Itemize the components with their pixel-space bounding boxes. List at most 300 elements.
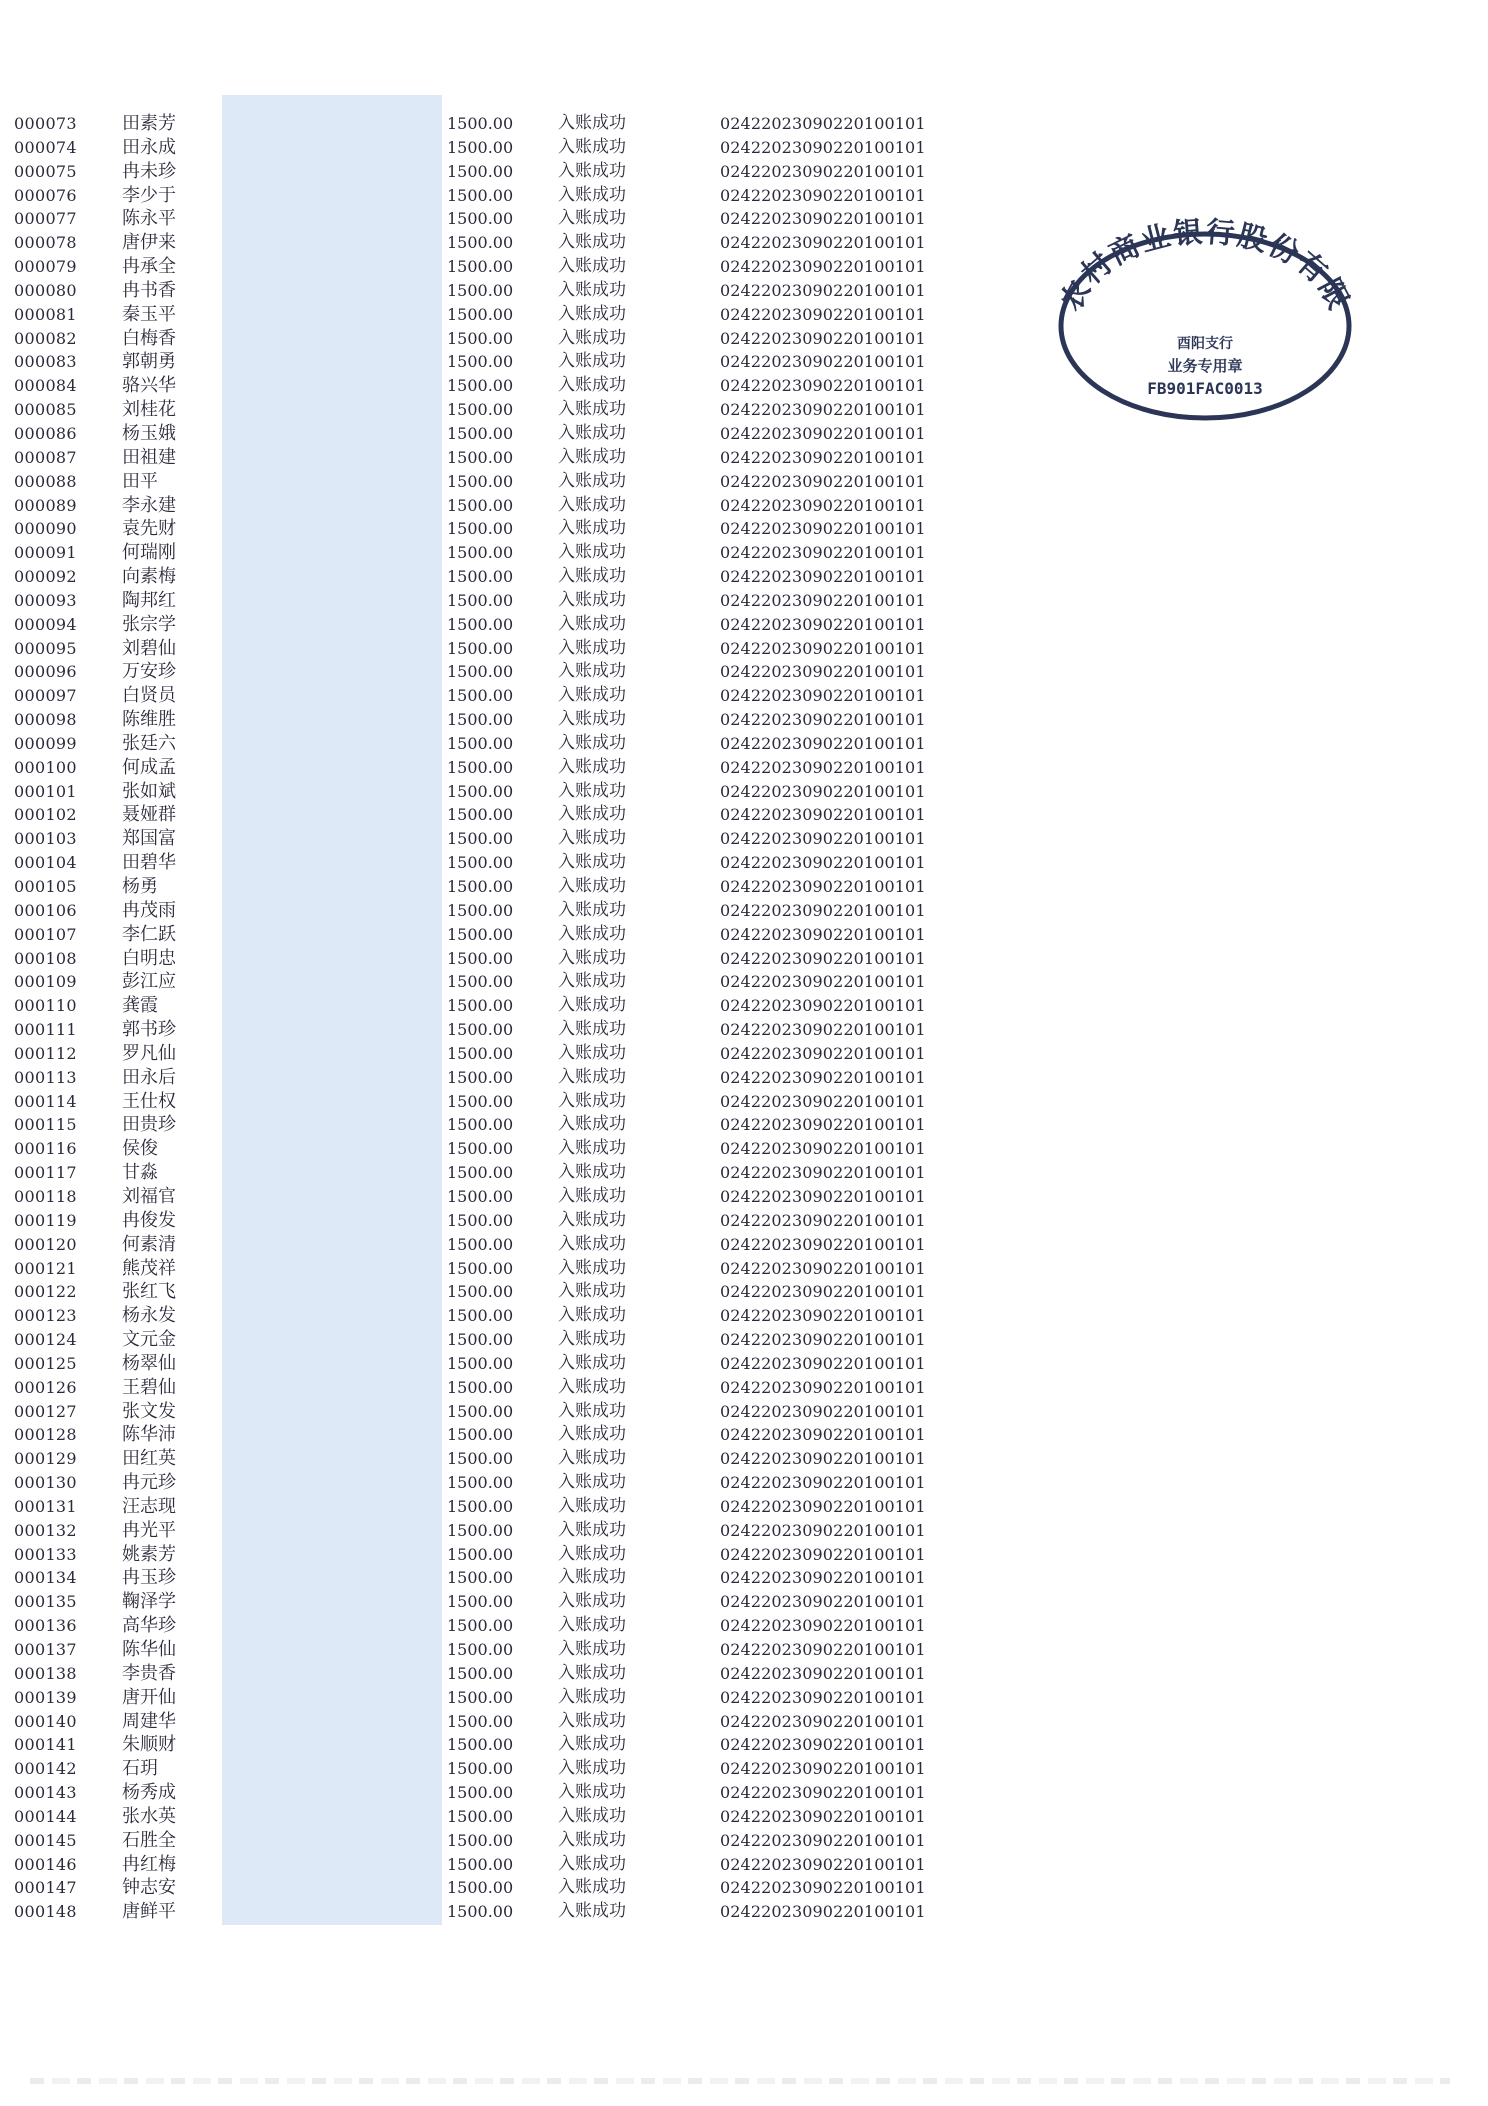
row-reference: 02422023090220100101 <box>720 495 926 515</box>
row-reference: 02422023090220100101 <box>720 1878 926 1898</box>
row-name: 王碧仙 <box>122 1376 176 1398</box>
row-amount: 1500.00 <box>447 257 514 277</box>
row-name: 冉光平 <box>122 1519 176 1541</box>
table-row <box>0 517 1000 541</box>
row-id: 000099 <box>14 733 77 753</box>
row-id: 000137 <box>14 1640 77 1659</box>
table-row <box>0 708 1000 732</box>
row-status: 入账成功 <box>558 1281 626 1302</box>
row-amount: 1500.00 <box>447 805 514 825</box>
row-id: 000115 <box>14 1115 77 1135</box>
row-name: 石玥 <box>122 1758 158 1780</box>
row-amount: 1500.00 <box>447 185 514 205</box>
row-name: 罗凡仙 <box>122 1042 176 1064</box>
seal-graphic <box>1039 201 1357 424</box>
row-name: 田碧华 <box>122 852 176 874</box>
row-amount: 1500.00 <box>447 686 514 706</box>
table-row <box>0 1733 1000 1757</box>
row-reference: 02422023090220100101 <box>720 710 926 730</box>
row-amount: 1500.00 <box>447 1043 514 1063</box>
row-amount: 1500.00 <box>447 1163 514 1183</box>
row-id: 000147 <box>14 1878 77 1898</box>
row-status: 入账成功 <box>558 542 626 563</box>
table-row <box>0 947 1000 971</box>
row-amount: 1500.00 <box>447 1115 514 1135</box>
row-name: 陈维胜 <box>122 709 176 731</box>
row-reference: 02422023090220100101 <box>720 1854 926 1874</box>
row-name: 彭江应 <box>122 971 176 993</box>
row-name: 万安珍 <box>122 661 176 683</box>
row-status: 入账成功 <box>558 899 626 920</box>
row-id: 000093 <box>14 590 77 610</box>
row-status: 入账成功 <box>558 756 626 777</box>
row-name: 冉玉珍 <box>122 1567 176 1589</box>
row-reference: 02422023090220100101 <box>720 328 926 348</box>
row-reference: 02422023090220100101 <box>720 829 926 849</box>
table-row <box>0 613 1000 637</box>
bank-seal-stamp <box>1039 201 1357 424</box>
table-row <box>0 827 1000 851</box>
row-amount: 1500.00 <box>447 1544 514 1564</box>
row-id: 000148 <box>14 1902 77 1922</box>
row-reference: 02422023090220100101 <box>720 1234 926 1254</box>
row-amount: 1500.00 <box>447 638 514 658</box>
row-reference: 02422023090220100101 <box>720 114 926 133</box>
row-reference: 02422023090220100101 <box>720 948 926 968</box>
row-amount: 1500.00 <box>447 1592 514 1612</box>
row-status: 入账成功 <box>558 113 626 133</box>
row-name: 鞠泽学 <box>122 1591 176 1613</box>
table-row <box>0 1757 1000 1781</box>
table-row <box>0 803 1000 827</box>
table-row <box>0 136 1000 160</box>
row-status: 入账成功 <box>558 470 626 491</box>
row-reference: 02422023090220100101 <box>720 877 926 896</box>
row-name: 汪志现 <box>122 1495 176 1517</box>
row-reference: 02422023090220100101 <box>720 1520 926 1540</box>
table-row <box>0 1519 1000 1543</box>
table-row <box>0 1090 1000 1114</box>
row-amount: 1500.00 <box>447 1234 514 1254</box>
row-id: 000088 <box>14 471 77 491</box>
row-id: 000096 <box>14 662 77 682</box>
row-name: 冉红梅 <box>122 1853 176 1875</box>
row-reference: 02422023090220100101 <box>720 137 926 157</box>
row-name: 袁先财 <box>122 518 176 540</box>
row-status: 入账成功 <box>558 804 626 825</box>
row-amount: 1500.00 <box>447 877 514 896</box>
row-id: 000098 <box>14 710 77 730</box>
row-status: 入账成功 <box>558 1901 626 1922</box>
row-id: 000102 <box>14 805 77 825</box>
row-reference: 02422023090220100101 <box>720 1330 926 1350</box>
row-status: 入账成功 <box>558 589 626 610</box>
row-status: 入账成功 <box>558 947 626 968</box>
row-name: 甘淼 <box>122 1162 158 1184</box>
row-id: 000100 <box>14 757 77 777</box>
table-row <box>0 494 1000 518</box>
row-amount: 1500.00 <box>447 1282 514 1302</box>
row-amount: 1500.00 <box>447 733 514 753</box>
row-name: 冉未珍 <box>122 160 176 182</box>
row-reference: 02422023090220100101 <box>720 376 926 396</box>
row-amount: 1500.00 <box>447 1687 514 1707</box>
row-status: 入账成功 <box>558 995 626 1016</box>
row-status: 入账成功 <box>558 518 626 539</box>
row-id: 000121 <box>14 1258 77 1278</box>
row-name: 张红飞 <box>122 1281 176 1303</box>
row-reference: 02422023090220100101 <box>720 805 926 825</box>
row-amount: 1500.00 <box>447 471 514 491</box>
row-status: 入账成功 <box>558 1877 626 1898</box>
row-reference: 02422023090220100101 <box>720 1067 926 1087</box>
table-row <box>0 1400 1000 1424</box>
row-name: 骆兴华 <box>122 375 176 397</box>
table-row <box>0 1233 1000 1257</box>
row-status: 入账成功 <box>558 971 626 992</box>
table-row <box>0 851 1000 875</box>
row-id: 000144 <box>14 1806 77 1826</box>
row-status: 入账成功 <box>558 1782 626 1803</box>
row-id: 000094 <box>14 614 77 634</box>
row-reference: 02422023090220100101 <box>720 1425 926 1445</box>
row-id: 000110 <box>14 996 77 1016</box>
row-amount: 1500.00 <box>447 423 514 443</box>
row-name: 何成孟 <box>122 756 176 778</box>
row-reference: 02422023090220100101 <box>720 185 926 205</box>
row-name: 张如斌 <box>122 780 176 802</box>
row-status: 入账成功 <box>558 1209 626 1230</box>
row-amount: 1500.00 <box>447 1830 514 1850</box>
row-amount: 1500.00 <box>447 567 514 587</box>
row-name: 杨翠仙 <box>122 1352 176 1374</box>
row-name: 唐伊来 <box>122 232 176 254</box>
row-status: 入账成功 <box>558 1639 626 1659</box>
row-name: 李贵香 <box>122 1662 176 1684</box>
row-amount: 1500.00 <box>447 161 514 181</box>
row-id: 000141 <box>14 1735 77 1755</box>
row-name: 郑国富 <box>122 828 176 850</box>
table-row <box>0 446 1000 470</box>
row-status: 入账成功 <box>558 1305 626 1326</box>
row-reference: 02422023090220100101 <box>720 1711 926 1731</box>
row-amount: 1500.00 <box>447 1210 514 1230</box>
row-status: 入账成功 <box>558 876 626 896</box>
row-status: 入账成功 <box>558 1567 626 1588</box>
row-id: 000080 <box>14 280 77 300</box>
row-amount: 1500.00 <box>447 1067 514 1087</box>
table-row <box>0 303 1000 327</box>
row-name: 唐鲜平 <box>122 1901 176 1923</box>
row-id: 000097 <box>14 686 77 706</box>
row-reference: 02422023090220100101 <box>720 161 926 181</box>
row-reference: 02422023090220100101 <box>720 1043 926 1063</box>
row-reference: 02422023090220100101 <box>720 280 926 300</box>
row-status: 入账成功 <box>558 1686 626 1707</box>
row-id: 000091 <box>14 543 77 563</box>
row-amount: 1500.00 <box>447 1640 514 1659</box>
row-reference: 02422023090220100101 <box>720 996 926 1016</box>
row-id: 000112 <box>14 1043 77 1063</box>
row-reference: 02422023090220100101 <box>720 304 926 324</box>
row-amount: 1500.00 <box>447 1139 514 1159</box>
table-row <box>0 756 1000 780</box>
row-reference: 02422023090220100101 <box>720 1783 926 1803</box>
row-name: 陶邦红 <box>122 589 176 611</box>
table-row <box>0 184 1000 208</box>
row-name: 田永后 <box>122 1066 176 1088</box>
row-name: 郭朝勇 <box>122 351 176 373</box>
row-reference: 02422023090220100101 <box>720 900 926 920</box>
row-id: 000127 <box>14 1401 77 1421</box>
table-row <box>0 1209 1000 1233</box>
row-amount: 1500.00 <box>447 209 514 229</box>
row-id: 000082 <box>14 328 77 348</box>
table-row <box>0 1662 1000 1686</box>
row-amount: 1500.00 <box>447 543 514 563</box>
row-status: 入账成功 <box>558 1066 626 1087</box>
row-id: 000129 <box>14 1449 77 1469</box>
row-reference: 02422023090220100101 <box>720 1663 926 1683</box>
row-amount: 1500.00 <box>447 972 514 992</box>
row-status: 入账成功 <box>558 1805 626 1826</box>
row-amount: 1500.00 <box>447 233 514 253</box>
row-id: 000140 <box>14 1711 77 1731</box>
row-status: 入账成功 <box>558 279 626 300</box>
row-name: 田贵珍 <box>122 1114 176 1136</box>
row-id: 000128 <box>14 1425 77 1445</box>
row-id: 000118 <box>14 1186 77 1206</box>
row-id: 000104 <box>14 853 77 873</box>
row-name: 刘碧仙 <box>122 637 176 659</box>
row-reference: 02422023090220100101 <box>720 1091 926 1111</box>
row-status: 入账成功 <box>558 422 626 443</box>
row-reference: 02422023090220100101 <box>720 1020 926 1040</box>
row-id: 000107 <box>14 924 77 944</box>
row-status: 入账成功 <box>558 208 626 229</box>
row-status: 入账成功 <box>558 303 626 324</box>
row-reference: 02422023090220100101 <box>720 1163 926 1183</box>
table-row <box>0 1900 1000 1924</box>
row-name: 郭书珍 <box>122 1019 176 1041</box>
row-reference: 02422023090220100101 <box>720 1806 926 1826</box>
row-id: 000086 <box>14 423 77 443</box>
row-id: 000142 <box>14 1759 77 1779</box>
row-status: 入账成功 <box>558 1376 626 1397</box>
row-status: 入账成功 <box>558 923 626 944</box>
table-row <box>0 1590 1000 1614</box>
row-amount: 1500.00 <box>447 829 514 849</box>
row-amount: 1500.00 <box>447 590 514 610</box>
row-name: 何素清 <box>122 1233 176 1255</box>
row-name: 田平 <box>122 470 158 492</box>
row-reference: 02422023090220100101 <box>720 686 926 706</box>
row-status: 入账成功 <box>558 852 626 873</box>
row-name: 钟志安 <box>122 1877 176 1899</box>
table-row <box>0 1352 1000 1376</box>
row-name: 冉书香 <box>122 279 176 301</box>
row-name: 田红英 <box>122 1448 176 1470</box>
row-amount: 1500.00 <box>447 757 514 777</box>
table-row <box>0 1710 1000 1734</box>
seal-branch-text: 酉阳支行 <box>1177 336 1233 352</box>
table-row <box>0 1543 1000 1567</box>
row-amount: 1500.00 <box>447 1496 514 1516</box>
row-reference: 02422023090220100101 <box>720 1687 926 1707</box>
row-id: 000126 <box>14 1377 77 1397</box>
table-row <box>0 350 1000 374</box>
row-status: 入账成功 <box>558 160 626 181</box>
row-status: 入账成功 <box>558 1615 626 1636</box>
row-id: 000120 <box>14 1234 77 1254</box>
row-status: 入账成功 <box>558 780 626 801</box>
row-status: 入账成功 <box>558 1591 626 1612</box>
row-amount: 1500.00 <box>447 1616 514 1636</box>
table-row <box>0 1638 1000 1662</box>
row-status: 入账成功 <box>558 1233 626 1254</box>
row-reference: 02422023090220100101 <box>720 1735 926 1755</box>
row-status: 入账成功 <box>558 1185 626 1206</box>
row-name: 姚素芳 <box>122 1543 176 1565</box>
row-id: 000106 <box>14 900 77 920</box>
row-amount: 1500.00 <box>447 1330 514 1350</box>
row-status: 入账成功 <box>558 446 626 467</box>
row-status: 入账成功 <box>558 1114 626 1135</box>
row-status: 入账成功 <box>558 256 626 277</box>
row-status: 入账成功 <box>558 494 626 515</box>
table-row <box>0 1137 1000 1161</box>
row-reference: 02422023090220100101 <box>720 1473 926 1493</box>
seal-purpose-text: 业务专用章 <box>1167 357 1243 375</box>
row-amount: 1500.00 <box>447 1568 514 1588</box>
row-status: 入账成功 <box>558 399 626 420</box>
row-amount: 1500.00 <box>447 710 514 730</box>
row-status: 入账成功 <box>558 685 626 706</box>
scan-artifact <box>30 2078 1450 2084</box>
row-id: 000079 <box>14 257 77 277</box>
row-reference: 02422023090220100101 <box>720 1282 926 1302</box>
table-row <box>0 875 1000 899</box>
table-row <box>0 732 1000 756</box>
row-status: 入账成功 <box>558 351 626 372</box>
row-reference: 02422023090220100101 <box>720 1830 926 1850</box>
row-name: 张文发 <box>122 1400 176 1422</box>
table-row <box>0 1423 1000 1447</box>
row-name: 白贤员 <box>122 685 176 707</box>
row-id: 000089 <box>14 495 77 515</box>
row-name: 文元金 <box>122 1329 176 1351</box>
row-amount: 1500.00 <box>447 1258 514 1278</box>
row-name: 李仁跃 <box>122 923 176 945</box>
row-reference: 02422023090220100101 <box>720 471 926 491</box>
row-name: 石胜全 <box>122 1829 176 1851</box>
row-reference: 02422023090220100101 <box>720 1186 926 1206</box>
row-reference: 02422023090220100101 <box>720 853 926 873</box>
row-amount: 1500.00 <box>447 1473 514 1493</box>
row-name: 张宗学 <box>122 613 176 635</box>
row-amount: 1500.00 <box>447 1735 514 1755</box>
table-row <box>0 207 1000 231</box>
table-row <box>0 160 1000 184</box>
table-row <box>0 1566 1000 1590</box>
row-reference: 02422023090220100101 <box>720 1496 926 1516</box>
table-row <box>0 1185 1000 1209</box>
row-id: 000143 <box>14 1783 77 1803</box>
row-name: 冉元珍 <box>122 1472 176 1494</box>
row-status: 入账成功 <box>558 375 626 396</box>
row-name: 龚霞 <box>122 995 158 1017</box>
table-row <box>0 1280 1000 1304</box>
row-amount: 1500.00 <box>447 137 514 157</box>
row-reference: 02422023090220100101 <box>720 1902 926 1922</box>
row-reference: 02422023090220100101 <box>720 733 926 753</box>
row-name: 杨秀成 <box>122 1782 176 1804</box>
row-name: 李永建 <box>122 494 176 516</box>
row-amount: 1500.00 <box>447 352 514 372</box>
row-name: 杨玉娥 <box>122 422 176 444</box>
row-reference: 02422023090220100101 <box>720 209 926 229</box>
row-id: 000135 <box>14 1592 77 1612</box>
table-row <box>0 1113 1000 1137</box>
row-status: 入账成功 <box>558 1710 626 1731</box>
row-id: 000109 <box>14 972 77 992</box>
transaction-list <box>0 112 1000 1924</box>
row-id: 000122 <box>14 1282 77 1302</box>
table-row <box>0 327 1000 351</box>
row-name: 聂娅群 <box>122 804 176 826</box>
row-name: 田祖建 <box>122 446 176 468</box>
row-name: 冉俊发 <box>122 1209 176 1231</box>
row-reference: 02422023090220100101 <box>720 233 926 253</box>
row-amount: 1500.00 <box>447 1878 514 1898</box>
row-id: 000131 <box>14 1496 77 1516</box>
row-id: 000087 <box>14 447 77 467</box>
row-reference: 02422023090220100101 <box>720 1759 926 1779</box>
row-name: 李少于 <box>122 184 176 206</box>
row-name: 刘福官 <box>122 1185 176 1207</box>
table-row <box>0 1614 1000 1638</box>
row-status: 入账成功 <box>558 1352 626 1373</box>
table-row <box>0 589 1000 613</box>
row-id: 000146 <box>14 1854 77 1874</box>
row-name: 王仕权 <box>122 1090 176 1112</box>
row-status: 入账成功 <box>558 1042 626 1063</box>
row-id: 000108 <box>14 948 77 968</box>
row-reference: 02422023090220100101 <box>720 662 926 682</box>
row-reference: 02422023090220100101 <box>720 519 926 539</box>
row-id: 000132 <box>14 1520 77 1540</box>
row-amount: 1500.00 <box>447 924 514 944</box>
table-row <box>0 1805 1000 1829</box>
row-status: 入账成功 <box>558 1257 626 1278</box>
row-reference: 02422023090220100101 <box>720 447 926 467</box>
row-amount: 1500.00 <box>447 376 514 396</box>
row-status: 入账成功 <box>558 637 626 658</box>
row-status: 入账成功 <box>558 1758 626 1779</box>
row-status: 入账成功 <box>558 1019 626 1040</box>
row-status: 入账成功 <box>558 732 626 753</box>
row-name: 朱顺财 <box>122 1734 176 1756</box>
table-row <box>0 231 1000 255</box>
row-name: 杨永发 <box>122 1305 176 1327</box>
row-id: 000084 <box>14 376 77 396</box>
table-row <box>0 923 1000 947</box>
row-reference: 02422023090220100101 <box>720 614 926 634</box>
row-reference: 02422023090220100101 <box>720 1139 926 1159</box>
row-amount: 1500.00 <box>447 1902 514 1922</box>
row-id: 000073 <box>14 114 77 133</box>
table-row <box>0 1376 1000 1400</box>
